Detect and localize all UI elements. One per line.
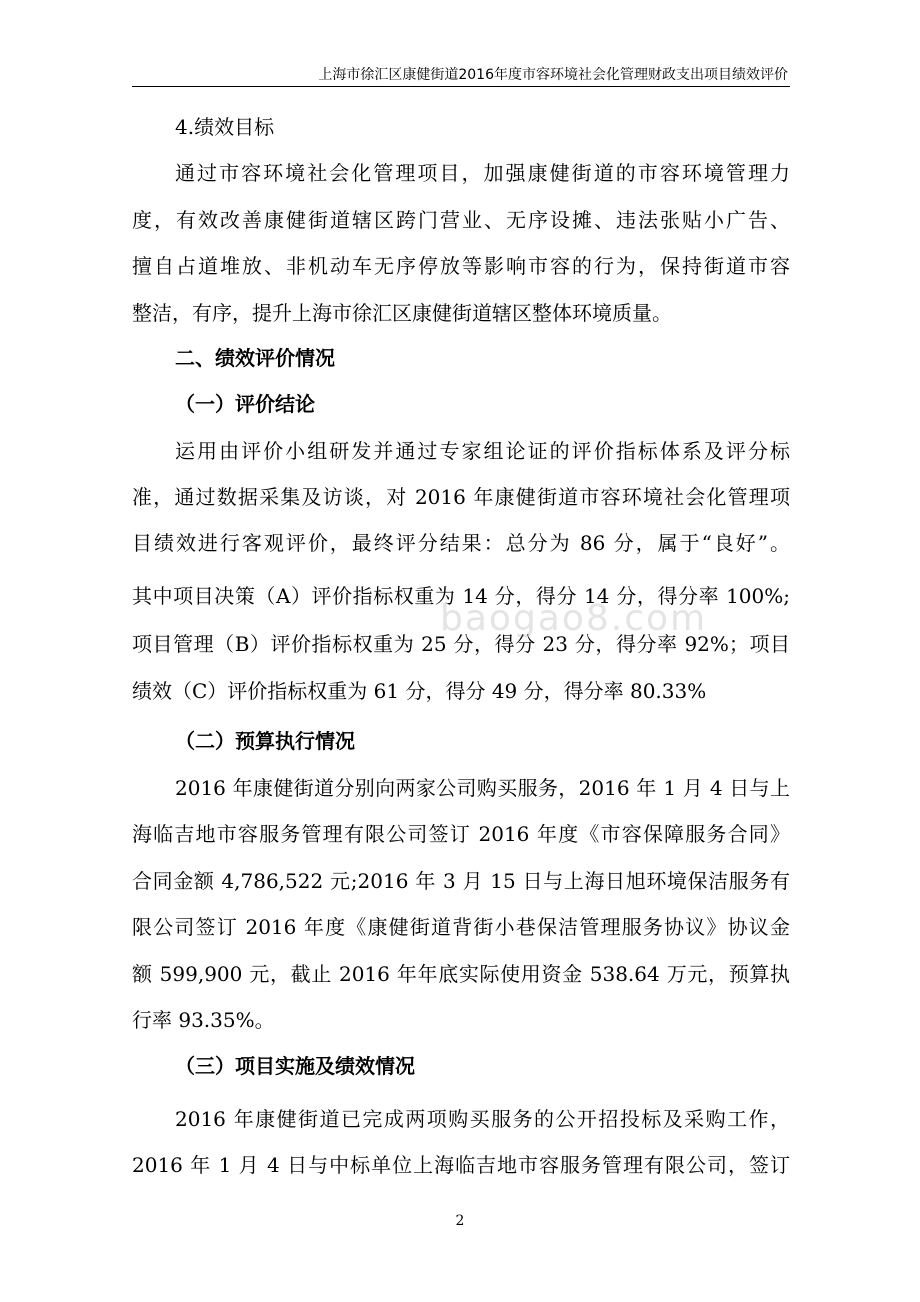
- page-number: 2: [455, 1213, 465, 1229]
- goal-paragraph-line: 度，有效改善康健街道辖区跨门营业、无序设摊、违法张贴小广告、: [132, 208, 790, 232]
- budget-paragraph-line: 限公司签订 2016 年度《康健街道背街小巷保洁管理服务协议》协议金: [132, 915, 790, 939]
- conclusion-paragraph-line: 绩效（C）评价指标权重为 61 分，得分 49 分，得分率 80.33%: [132, 679, 707, 703]
- conclusion-paragraph-line: 项目管理（B）评价指标权重为 25 分，得分 23 分，得分率 92%；项目: [132, 632, 790, 656]
- conclusion-paragraph-line: 准，通过数据采集及访谈，对 2016 年康健街道市容环境社会化管理项: [132, 485, 790, 509]
- watermark: baogao8.com: [440, 598, 708, 639]
- budget-paragraph-line: 海临吉地市容服务管理有限公司签订 2016 年度《市容保障服务合同》: [132, 822, 790, 846]
- subsection-heading-budget: （二）预算执行情况: [175, 729, 355, 753]
- goal-heading: 4.绩效目标: [175, 115, 275, 139]
- conclusion-paragraph-line: 运用由评价小组研发并通过专家组论证的评价指标体系及评分标: [175, 439, 790, 463]
- budget-paragraph-line: 合同金额 4,786,522 元;2016 年 3 月 15 日与上海日旭环境保洁服务有: [132, 869, 790, 893]
- running-header: 上海市徐汇区康健街道2016年度市容环境社会化管理财政支出项目绩效评价: [318, 67, 788, 83]
- goal-paragraph-line: 擅自占道堆放、非机动车无序停放等影响市容的行为，保持街道市容: [132, 254, 790, 278]
- goal-paragraph-line: 整洁，有序，提升上海市徐汇区康健街道辖区整体环境质量。: [132, 301, 672, 325]
- budget-paragraph-line: 行率 93.35%。: [132, 1008, 275, 1032]
- subsection-heading-conclusion: （一）评价结论: [175, 392, 315, 416]
- budget-paragraph-line: 2016 年康健街道分别向两家公司购买服务，2016 年 1 月 4 日与上: [175, 776, 790, 800]
- section-heading: 二、绩效评价情况: [175, 346, 335, 370]
- goal-paragraph-line: 通过市容环境社会化管理项目，加强康健街道的市容环境管理力: [175, 161, 790, 185]
- conclusion-paragraph-line: 目绩效进行客观评价，最终评分结果：总分为 86 分，属于“良好”。: [132, 531, 790, 555]
- conclusion-paragraph-line: 其中项目决策（A）评价指标权重为 14 分，得分 14 分，得分率 100%;: [132, 584, 790, 608]
- header-rule: [132, 86, 790, 87]
- implementation-paragraph-line: 2016 年康健街道已完成两项购买服务的公开招投标及采购工作，: [175, 1107, 790, 1131]
- subsection-heading-implementation: （三）项目实施及绩效情况: [175, 1054, 415, 1078]
- implementation-paragraph-line: 2016 年 1 月 4 日与中标单位上海临吉地市容服务管理有限公司，签订: [132, 1153, 790, 1177]
- budget-paragraph-line: 额 599,900 元，截止 2016 年年底实际使用资金 538.64 万元，预算执: [132, 962, 790, 986]
